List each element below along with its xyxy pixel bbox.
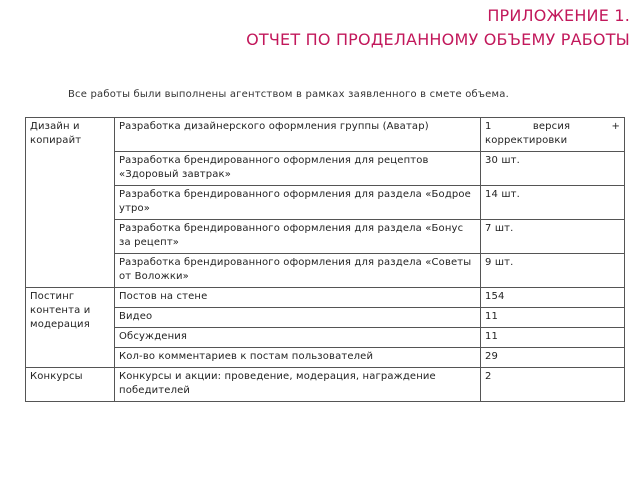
volume-cell [481,118,625,152]
volume-part: 1 [485,121,492,132]
category-cell: Конкурсы [26,368,115,402]
task-cell: Обсуждения [115,328,481,348]
volume-value [485,120,620,148]
table-row [26,220,625,254]
task-cell: Конкурсы и акции: проведение, модерация, награждение победителей [115,368,481,402]
task-cell: Разработка брендированного оформления для раздела «Бодрое утро» [115,186,481,220]
table-row [26,368,625,402]
category-cell: Дизайн и копирайт [26,118,115,288]
category-cell: Постинг контента и модерация [26,288,115,368]
table-row [26,348,625,368]
table-row [26,118,625,152]
volume-part: версия [532,121,571,132]
table-row [26,186,625,220]
intro-text: Все работы были выполнены агентством в рамках заявленного в смете объема. [68,89,509,100]
volume-cell: 11 [481,308,625,328]
volume-cell: 14 шт. [481,186,625,220]
volume-cell: 7 шт. [481,220,625,254]
volume-cell: 154 [481,288,625,308]
task-cell: Разработка брендированного оформления для раздела «Советы от Воложки» [115,254,481,288]
work-report-table [25,117,625,402]
table-row [26,254,625,288]
volume-cell: 11 [481,328,625,348]
table-row [26,152,625,186]
volume-cell: 29 [481,348,625,368]
task-cell: Разработка брендированного оформления для рецептов «Здоровый завтрак» [115,152,481,186]
task-cell: Кол-во комментариев к постам пользователей [115,348,481,368]
volume-part: + [611,121,620,132]
task-cell: Разработка брендированного оформления для раздела «Бонус за рецепт» [115,220,481,254]
table-row [26,328,625,348]
page-header [246,6,630,51]
appendix-title: ПРИЛОЖЕНИЕ 1. [487,6,630,25]
volume-part: корректировки [485,135,568,146]
task-cell: Разработка дизайнерского оформления группы (Аватар) [115,118,481,152]
task-cell: Видео [115,308,481,328]
table-row [26,288,625,308]
volume-cell: 30 шт. [481,152,625,186]
volume-cell: 9 шт. [481,254,625,288]
report-title: ОТЧЕТ ПО ПРОДЕЛАННОМУ ОБЪЕМУ РАБОТЫ [246,30,630,49]
volume-cell: 2 [481,368,625,402]
table-row [26,308,625,328]
task-cell: Постов на стене [115,288,481,308]
